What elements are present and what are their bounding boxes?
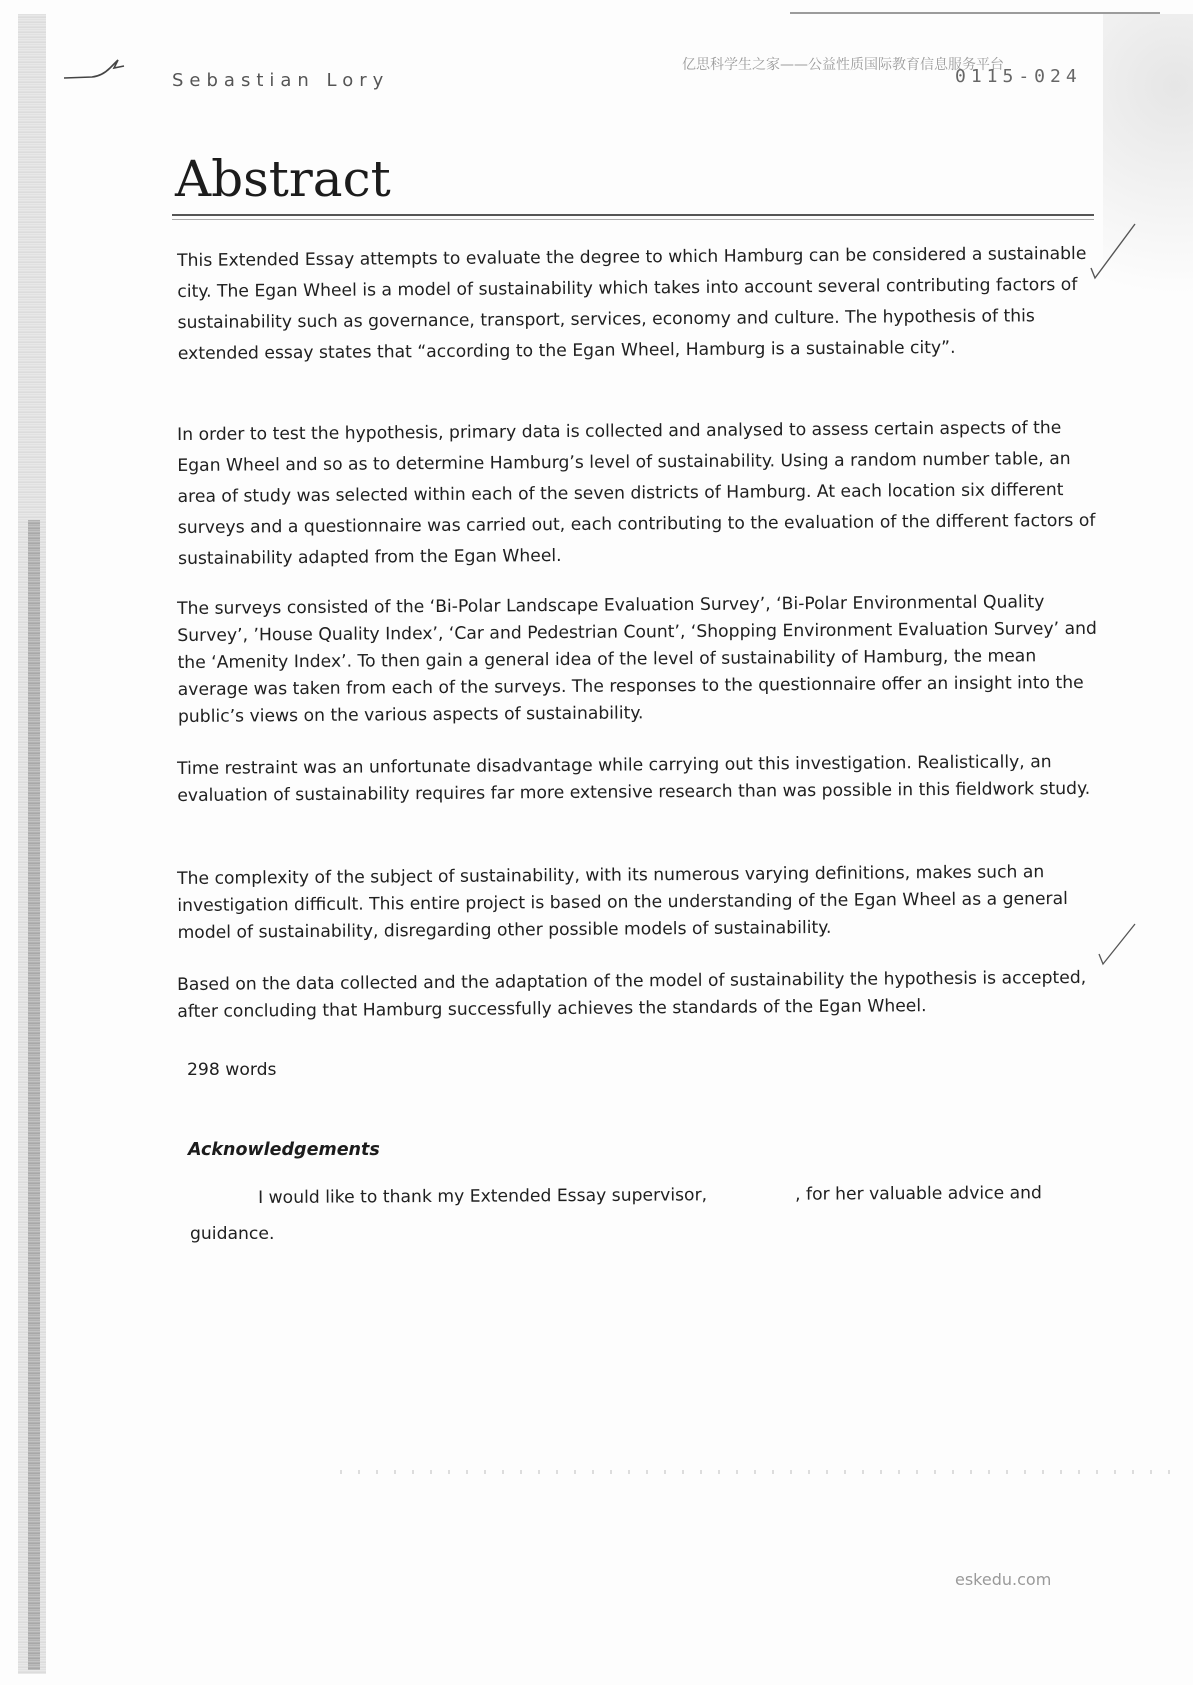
checkmark-icon xyxy=(1095,920,1145,980)
pen-scribble-icon xyxy=(62,56,132,86)
abstract-paragraph-6: Based on the data collected and the adaptation of the model of sustainability the hypothesis is accepted, after concluding that Hamburg successfully achieves the standards of the Egan Wheel. xyxy=(177,967,1087,1022)
abstract-paragraph-4: Time restraint was an unfortunate disadvantage while carrying out this investigation. Realistically, an evaluation of sustainability requires far more extensive research than was possible in this fieldwork study. xyxy=(177,752,1091,806)
header-author: Sebastian Lory xyxy=(172,70,390,91)
page-title: Abstract xyxy=(175,150,391,208)
acknowledgements-heading: Acknowledgements xyxy=(188,1140,380,1160)
scan-binding-shadow xyxy=(28,520,40,1670)
acknowledgements-text-end: , for her valuable advice and xyxy=(795,1183,1043,1205)
title-underline xyxy=(172,214,1094,216)
word-count: 298 words xyxy=(187,1060,277,1080)
footer-site: eskedu.com xyxy=(955,1570,1052,1589)
abstract-paragraph-3: The surveys consisted of the ‘Bi-Polar Landscape Evaluation Survey’, ‘Bi-Polar Environmental Quality Survey’, ’House Quality Index’, ‘Car and Pedestrian Count’, ‘Shopping Environment Evaluation Survey’ and the ‘Amenity Index’. To then gain a general idea of the level of sustainability of Hamburg, the mean average was taken from each of the surveys. The responses to the questionnaire offer an insight into the public’s views on the various aspects of sustainability. xyxy=(177,592,1097,727)
title-underline-thin xyxy=(172,219,1094,220)
acknowledgements-line-2: guidance. xyxy=(190,1224,275,1244)
abstract-paragraph-1: This Extended Essay attempts to evaluate the degree to which Hamburg can be considered a sustainable city. The Egan Wheel is a model of sustainability which takes into account several contributing factors of sustainability such as governance, transport, services, economy and culture. The hypothesis of this extended essay states that “according to the Egan Wheel, Hamburg is a sustainable city”. xyxy=(177,243,1087,364)
scan-corner-noise xyxy=(1103,14,1193,374)
acknowledgements-line-1 xyxy=(258,1183,1098,1208)
redacted-name-gap xyxy=(707,1200,795,1201)
abstract-paragraph-2: In order to test the hypothesis, primary data is collected and analysed to assess certain aspects of the Egan Wheel and so as to determine Hamburg’s level of sustainability. Using a random number table, an area of study was selected within each of the seven districts of Hamburg. At each location six different surveys and a questionnaire was carried out, each contributing to the evaluation of the different factors of sustainability adapted from the Egan Wheel. xyxy=(177,418,1096,569)
abstract-paragraph-5: The complexity of the subject of sustainability, with its numerous varying definitions, makes such an investigation difficult. This entire project is based on the understanding of the Egan Wheel as a general model of sustainability, disregarding other possible models of sustainability. xyxy=(177,862,1068,943)
scan-dotted-noise xyxy=(340,1470,1170,1474)
acknowledgements-text-start: I would like to thank my Extended Essay supervisor, xyxy=(258,1185,708,1208)
header-watermark: 亿思科学生之家——公益性质国际教育信息服务平台 xyxy=(682,57,1004,73)
header-code: 0115-024 xyxy=(955,66,1082,87)
